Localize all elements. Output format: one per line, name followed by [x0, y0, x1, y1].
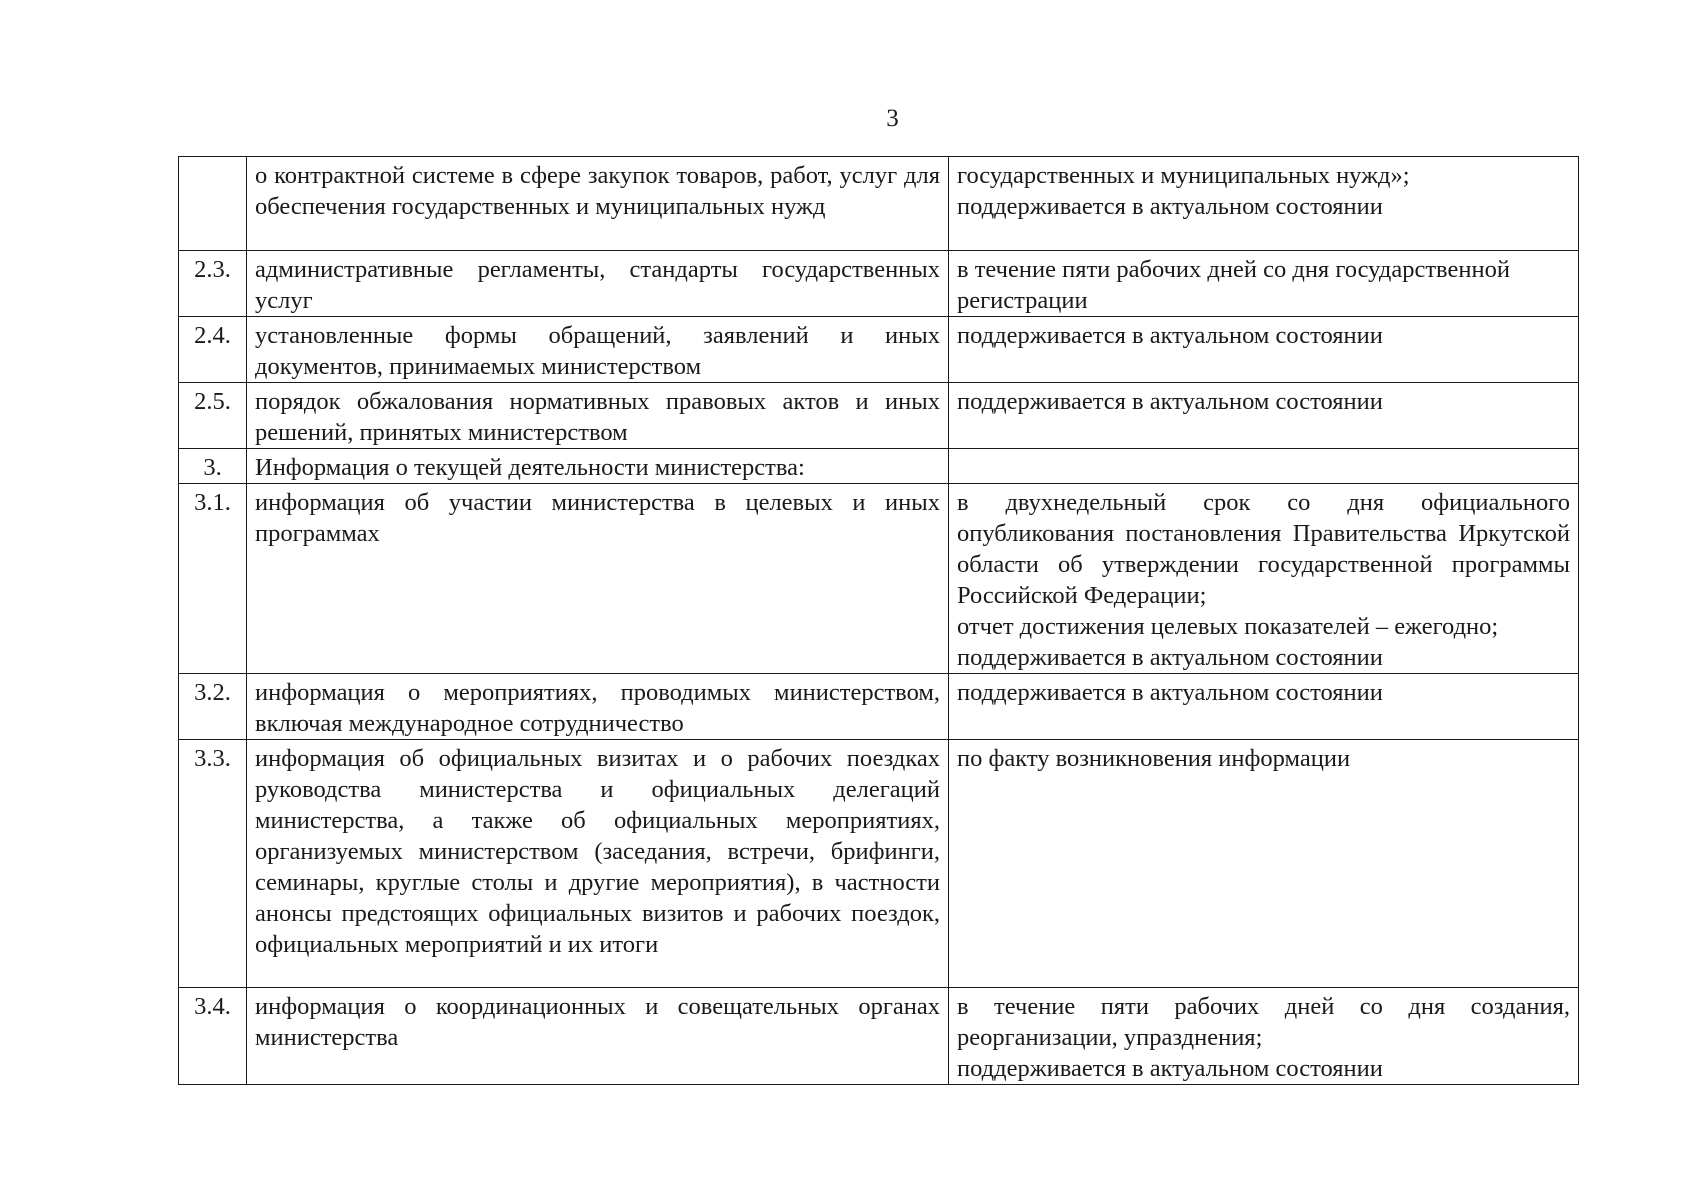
row-number: 2.4.	[179, 317, 247, 383]
row-term	[949, 484, 1579, 674]
term-line: поддерживается в актуальном состоянии	[957, 679, 1383, 706]
table-row	[179, 157, 1579, 251]
row-subject: порядок обжалования нормативных правовых актов и иных решений, принятых министерством	[247, 383, 949, 449]
section-row	[179, 449, 1579, 484]
table-row	[179, 383, 1579, 449]
row-subject: информация об официальных визитах и о рабочих поездках руководства министерства и официальных делегаций министерства, а также об официальных мероприятиях, организуемых министерством (заседания, встречи, брифинги, семинары, круглые столы и другие мероприятия), в частности анонсы предстоящих официальных визитов и рабочих поездок, официальных мероприятий и их итоги	[247, 740, 949, 988]
row-subject: информация о координационных и совещательных органах министерства	[247, 988, 949, 1085]
row-term	[949, 317, 1579, 383]
term-line: по факту возникновения информации	[957, 745, 1351, 772]
disclosure-table	[178, 156, 1579, 1085]
row-subject: о контрактной системе в сфере закупок товаров, работ, услуг для обеспечения государственных и муниципальных нужд	[247, 157, 949, 251]
row-term	[949, 740, 1579, 988]
row-number: 3.3.	[179, 740, 247, 988]
table-row	[179, 988, 1579, 1085]
row-term	[949, 449, 1579, 484]
table-row	[179, 484, 1579, 674]
table-row	[179, 674, 1579, 740]
row-term	[949, 988, 1579, 1085]
term-line: в течение пяти рабочих дней со дня государственной регистрации	[957, 256, 1510, 314]
row-number: 3.2.	[179, 674, 247, 740]
term-line: поддерживается в актуальном состоянии	[957, 644, 1383, 671]
row-term	[949, 251, 1579, 317]
row-number: 2.3.	[179, 251, 247, 317]
row-subject: информация о мероприятиях, проводимых министерством, включая международное сотрудничество	[247, 674, 949, 740]
row-subject: информация об участии министерства в целевых и иных программах	[247, 484, 949, 674]
term-line: поддерживается в актуальном состоянии	[957, 388, 1383, 415]
term-line: в двухнедельный срок со дня официального опубликования постановления Правительства Иркутской области об утверждении государственной программы Российской Федерации;	[957, 489, 1570, 609]
row-number	[179, 157, 247, 251]
table-row	[179, 317, 1579, 383]
row-number: 3.4.	[179, 988, 247, 1085]
term-line: в течение пяти рабочих дней со дня создания, реорганизации, упразднения;	[957, 993, 1570, 1051]
row-subject: административные регламенты, стандарты государственных услуг	[247, 251, 949, 317]
table-row	[179, 251, 1579, 317]
page-number: 3	[886, 105, 899, 132]
term-line: государственных и муниципальных нужд»;	[957, 162, 1410, 189]
term-line: отчет достижения целевых показателей – ежегодно;	[957, 613, 1499, 640]
row-number: 3.	[179, 449, 247, 484]
row-term	[949, 383, 1579, 449]
row-number: 2.5.	[179, 383, 247, 449]
section-title: Информация о текущей деятельности министерства:	[247, 449, 949, 484]
term-line: поддерживается в актуальном состоянии	[957, 322, 1383, 349]
term-line: поддерживается в актуальном состоянии	[957, 193, 1383, 220]
row-subject: установленные формы обращений, заявлений и иных документов, принимаемых министерством	[247, 317, 949, 383]
table-row	[179, 740, 1579, 988]
row-term	[949, 674, 1579, 740]
term-line: поддерживается в актуальном состоянии	[957, 1055, 1383, 1082]
row-number: 3.1.	[179, 484, 247, 674]
row-term	[949, 157, 1579, 251]
